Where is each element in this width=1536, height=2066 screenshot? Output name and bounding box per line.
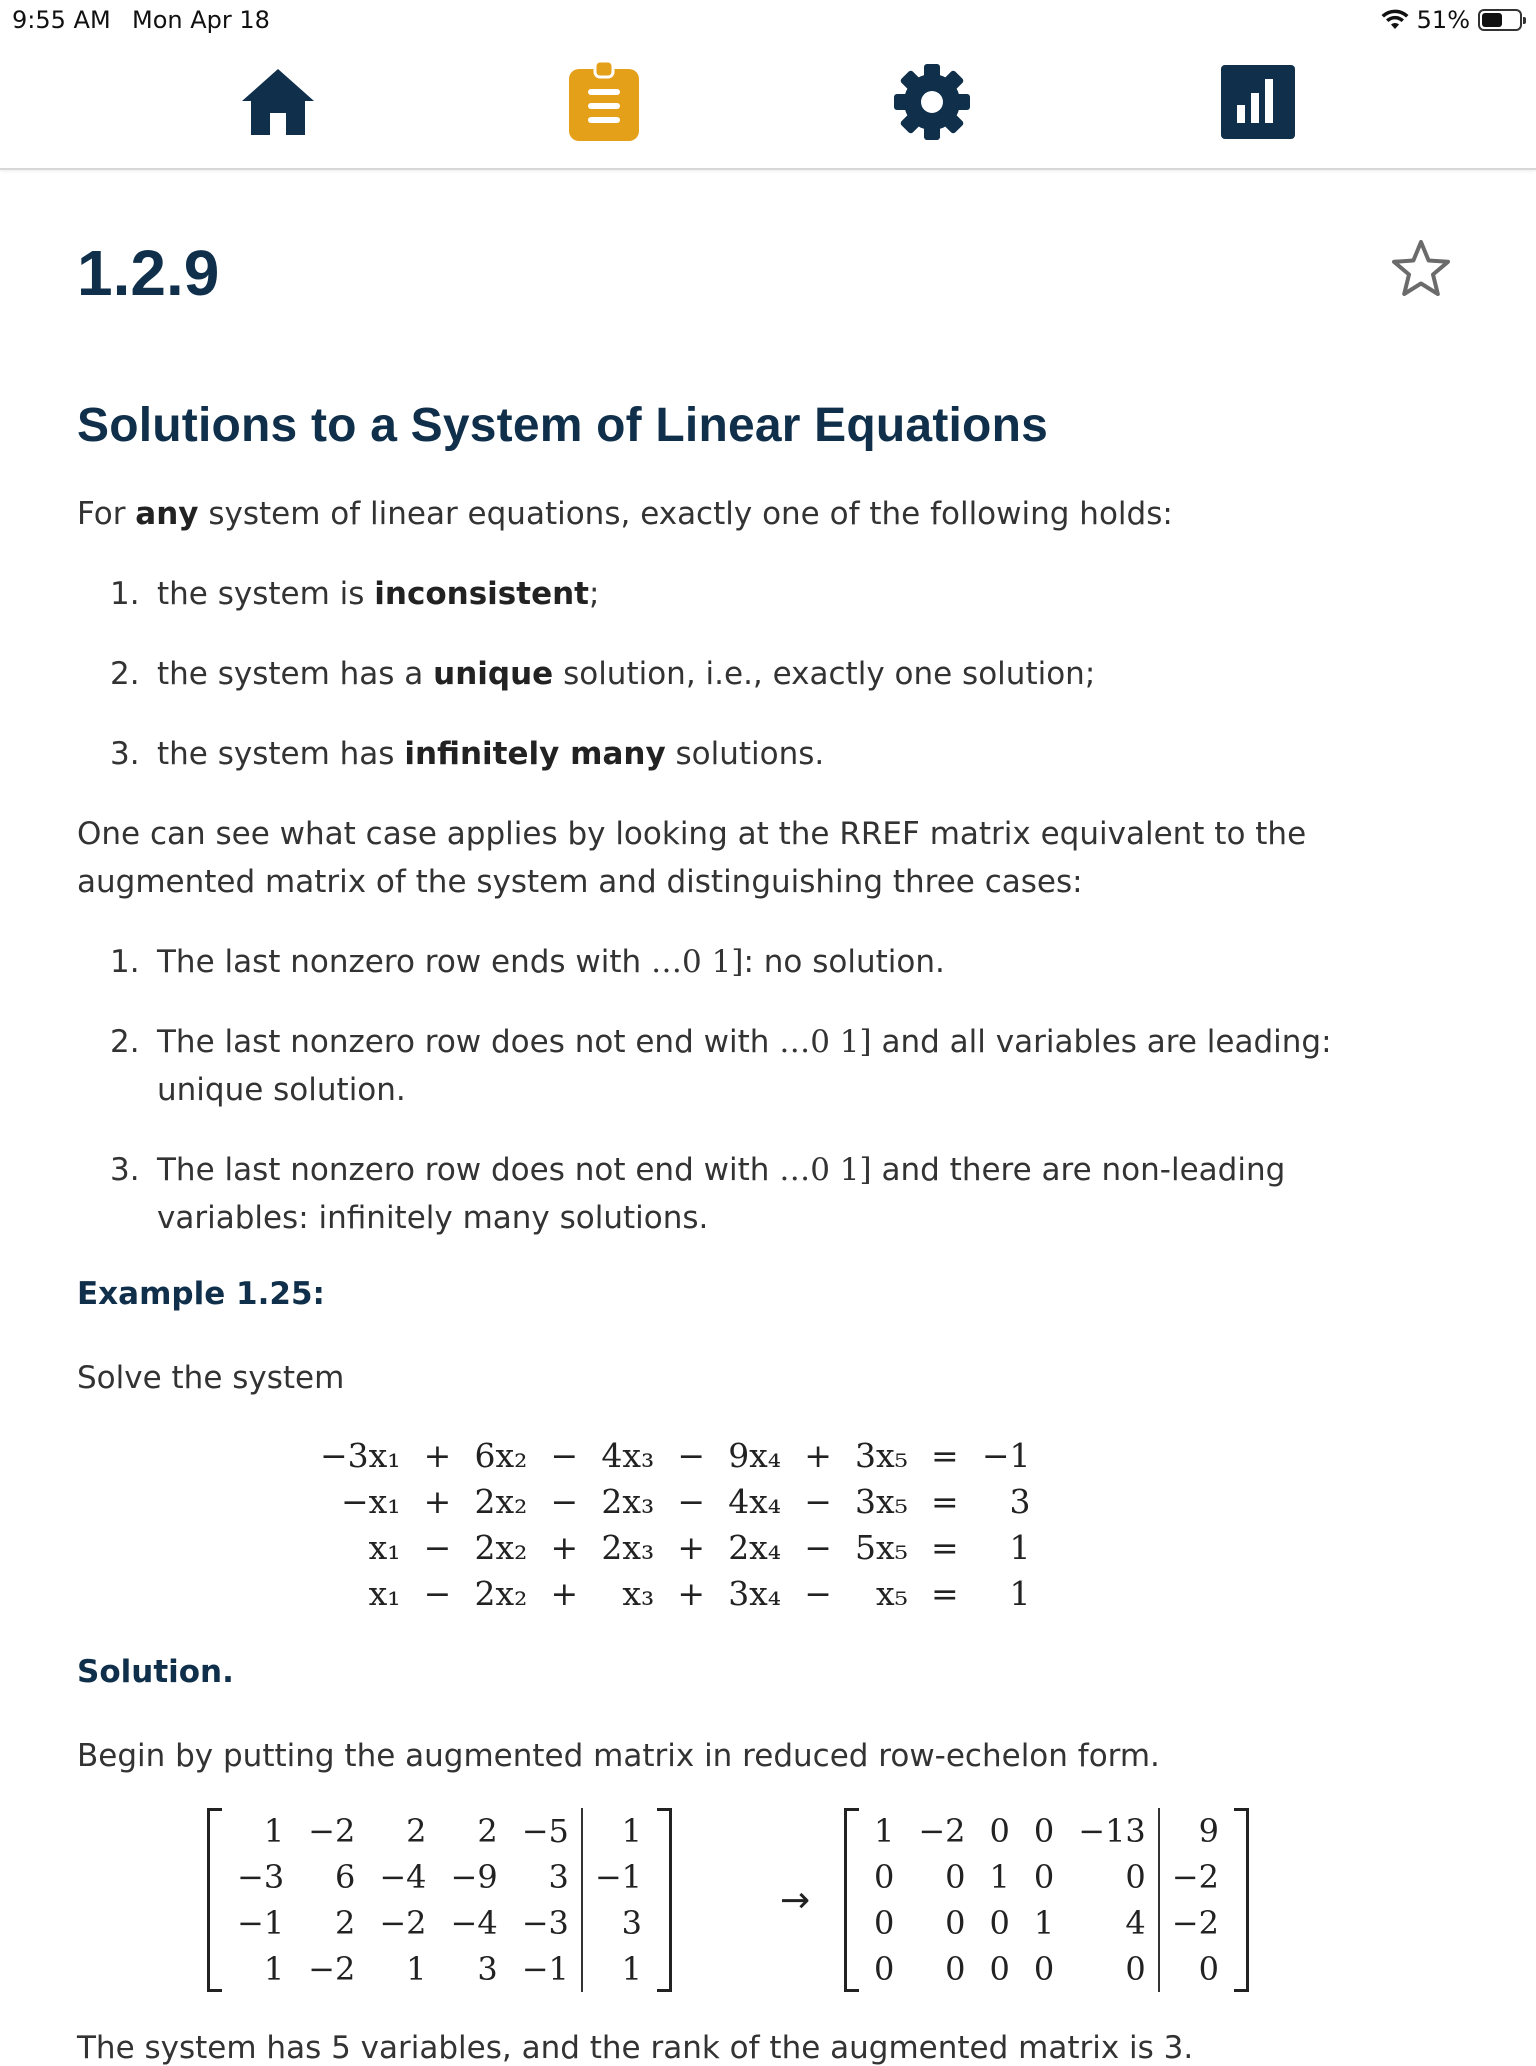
matrix-bracket-right bbox=[1234, 1808, 1249, 1992]
equation-system bbox=[310, 1432, 1041, 1616]
matrix-bracket-right bbox=[657, 1808, 672, 1992]
status-right bbox=[1381, 6, 1522, 34]
rref-intro-paragraph: One can see what case applies by looking at the RREF matrix equivalent to the augmented matrix of the system and distinguishing three cases: bbox=[77, 816, 1307, 900]
equation-row: x₁ − 2x₂ + 2x₃ + 2x₄ − 5x₅ = 1 bbox=[368, 1527, 1031, 1567]
example-label: Example 1.25: bbox=[77, 1276, 325, 1312]
stats-icon bbox=[1221, 65, 1295, 139]
list-item: 1. The last nonzero row ends with …0 1]: no solution. bbox=[110, 944, 945, 980]
cut-off-paragraph: The system has 5 variables, and the rank of the augmented matrix is 3. bbox=[77, 2030, 1194, 2066]
battery-percent: 51% bbox=[1416, 6, 1470, 34]
nav-home-button[interactable] bbox=[238, 62, 318, 142]
rref-matrix: 1 −2 0 0 −13 9 0 0 1 0 0 −2 0 0 0 1 4 −2 0 0 0 0 0 0 bbox=[862, 1808, 1231, 1992]
example-prompt: Solve the system bbox=[77, 1360, 345, 1396]
list-item: 1. the system is inconsistent; bbox=[110, 576, 600, 612]
nav-settings-button[interactable] bbox=[892, 62, 972, 142]
battery-icon bbox=[1478, 9, 1522, 31]
list-item: 2. the system has a unique solution, i.e., exactly one solution; bbox=[110, 656, 1096, 692]
status-date: Mon Apr 18 bbox=[132, 6, 270, 34]
equation-row: −3x₁ + 6x₂ − 4x₃ − 9x₄ + 3x₅ = −1 bbox=[320, 1435, 1031, 1475]
status-bar bbox=[0, 0, 1536, 40]
section-title: Solutions to a System of Linear Equations bbox=[77, 399, 1048, 452]
home-icon bbox=[240, 67, 316, 137]
matrix-bracket-left bbox=[207, 1808, 222, 1992]
equation-row: −x₁ + 2x₂ − 2x₃ − 4x₄ − 3x₅ = 3 bbox=[341, 1481, 1031, 1521]
nav-notes-button[interactable] bbox=[564, 62, 644, 142]
solution-text: Begin by putting the augmented matrix in reduced row-echelon form. bbox=[77, 1738, 1160, 1774]
clipboard-icon bbox=[567, 61, 641, 143]
bookmark-star-icon[interactable] bbox=[1390, 238, 1452, 300]
matrix-bracket-left bbox=[844, 1808, 859, 1992]
list-item: 3. The last nonzero row does not end with …0 1] and there are non-leading variables: infinitely many solutions. bbox=[110, 1152, 1286, 1236]
augmented-matrix: 1 −2 2 2 −5 1 −3 6 −4 −9 3 −1 −1 2 −2 −4 −3 3 1 −2 1 3 −1 1 bbox=[225, 1808, 654, 1992]
status-time: 9:55 AM bbox=[12, 6, 111, 34]
nav-stats-button[interactable] bbox=[1218, 62, 1298, 142]
gear-icon bbox=[892, 62, 972, 142]
section-number: 1.2.9 bbox=[77, 237, 220, 309]
equation-row: x₁ − 2x₂ + x₃ + 3x₄ − x₅ = 1 bbox=[368, 1573, 1031, 1613]
intro-paragraph: For any system of linear equations, exactly one of the following holds: bbox=[77, 496, 1173, 532]
top-nav bbox=[0, 40, 1536, 170]
list-item: 2. The last nonzero row does not end with …0 1] and all variables are leading: unique solution. bbox=[110, 1024, 1332, 1108]
wifi-icon bbox=[1381, 9, 1409, 31]
solution-label: Solution. bbox=[77, 1654, 234, 1690]
list-item: 3. the system has infinitely many solutions. bbox=[110, 736, 825, 772]
reduction-arrow: → bbox=[780, 1880, 811, 1921]
